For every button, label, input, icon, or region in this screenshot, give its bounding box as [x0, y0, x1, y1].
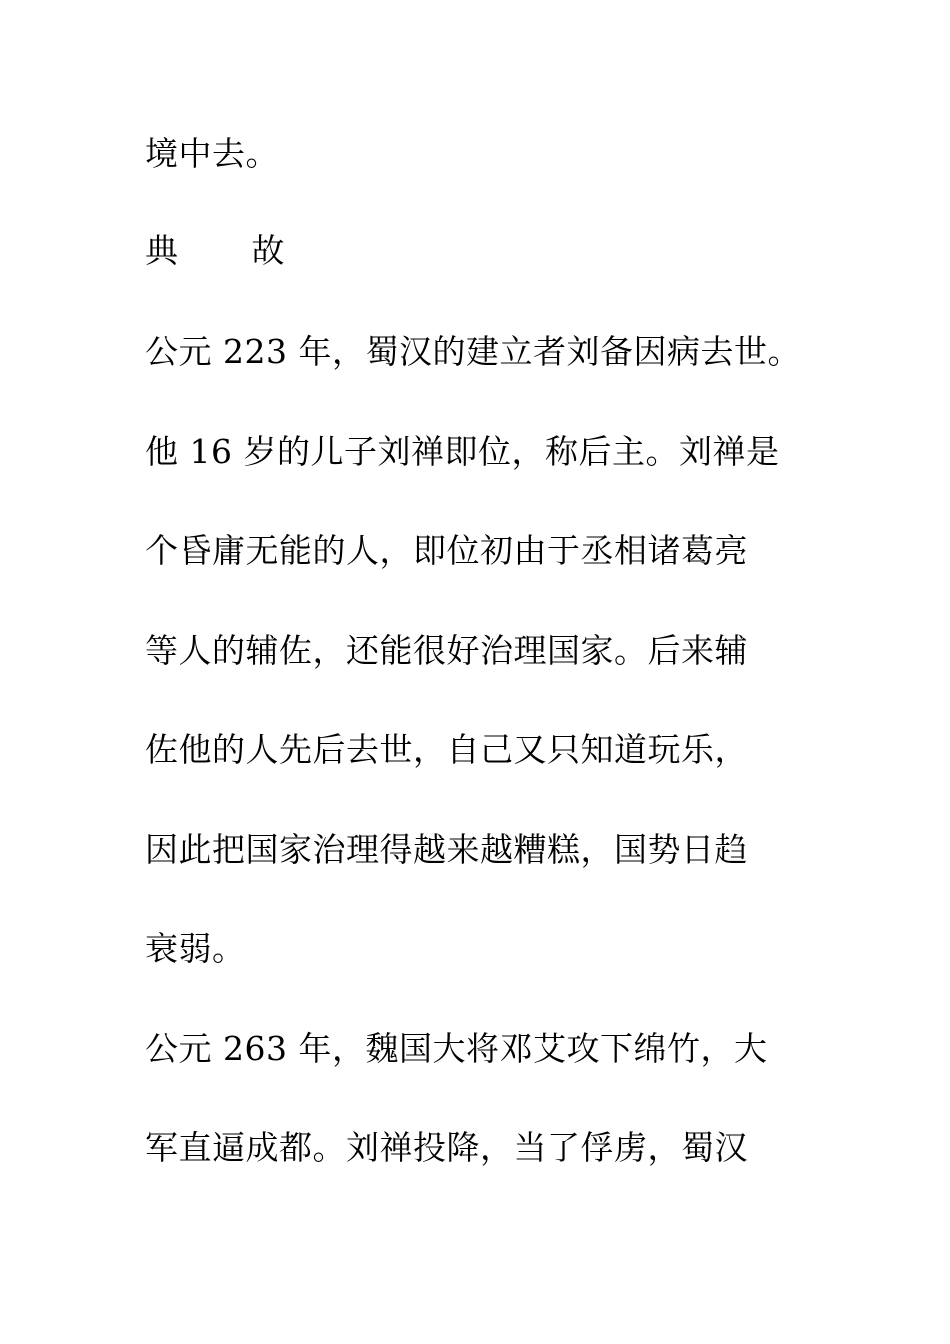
- heading-char: 故: [251, 231, 285, 270]
- text-line: 佐他的人先后去世，自己又只知道玩乐，: [145, 730, 748, 769]
- text-line: 等人的辅佐，还能很好治理国家。后来辅: [145, 631, 748, 670]
- text-line: 军直逼成都。刘禅投降，当了俘虏，蜀汉: [145, 1128, 748, 1167]
- text-line: 因此把国家治理得越来越糟糕，国势日趋: [145, 830, 748, 869]
- text-line: 境中去。: [145, 134, 279, 173]
- text-line: 他 16 岁的儿子刘禅即位，称后主。刘禅是: [145, 432, 780, 471]
- text-line: 公元 223 年，蜀汉的建立者刘备因病去世。: [145, 332, 801, 371]
- text-line: 公元 263 年，魏国大将邓艾攻下绵竹，大: [145, 1029, 768, 1068]
- heading-char: 典: [145, 231, 179, 270]
- text-line: 个昏庸无能的人，即位初由于丞相诸葛亮: [145, 531, 748, 570]
- section-heading: [145, 229, 835, 273]
- text-line: 衰弱。: [145, 929, 246, 968]
